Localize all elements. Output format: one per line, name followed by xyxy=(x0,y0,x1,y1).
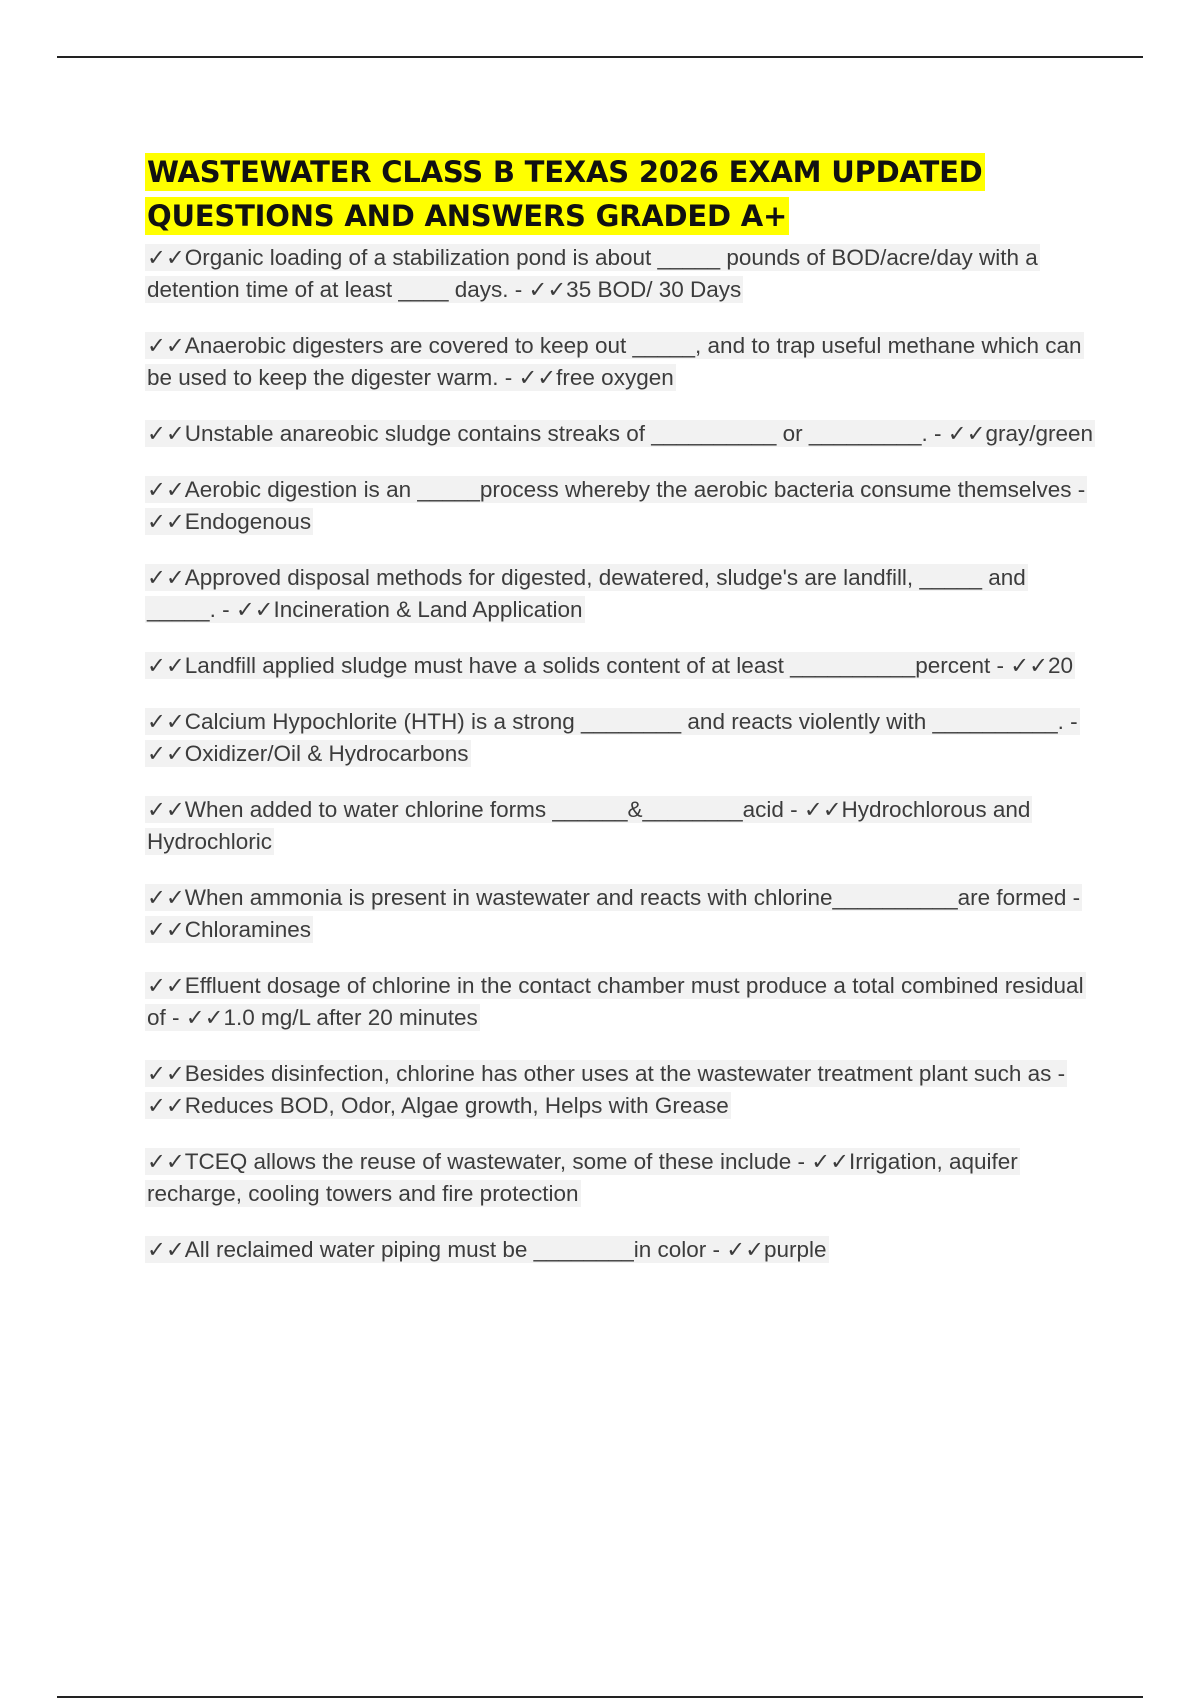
qa-text: ✓✓Landfill applied sludge must have a solids content of at least __________percent - ✓✓20 xyxy=(147,653,1073,678)
qa-text: ✓✓Calcium Hypochlorite (HTH) is a strong ________ and reacts violently with __________. - ✓✓Oxidizer/Oil & Hydrocarbons xyxy=(147,709,1078,766)
qa-item xyxy=(145,1058,1095,1122)
bottom-rule xyxy=(57,1696,1143,1698)
qa-item xyxy=(145,882,1095,946)
qa-item xyxy=(145,970,1095,1034)
document-title xyxy=(145,150,1095,238)
top-rule xyxy=(57,56,1143,58)
qa-item xyxy=(145,794,1095,858)
qa-text: ✓✓When ammonia is present in wastewater and reacts with chlorine__________are formed - ✓✓Chloramines xyxy=(147,885,1081,942)
title-highlight: WASTEWATER CLASS B TEXAS 2026 EXAM UPDATED QUESTIONS AND ANSWERS GRADED A+ xyxy=(147,155,983,233)
document-body xyxy=(145,150,1095,1290)
qa-item xyxy=(145,1146,1095,1210)
qa-item xyxy=(145,1234,1095,1266)
qa-list xyxy=(145,242,1095,1266)
qa-item xyxy=(145,562,1095,626)
qa-text: ✓✓Approved disposal methods for digested, dewatered, sludge's are landfill, _____ and _____. - ✓✓Incineration & Land Application xyxy=(147,565,1026,622)
qa-text: ✓✓Anaerobic digesters are covered to keep out _____, and to trap useful methane which can be used to keep the digester warm. - ✓✓free oxygen xyxy=(147,333,1082,390)
qa-item xyxy=(145,474,1095,538)
qa-text: ✓✓TCEQ allows the reuse of wastewater, some of these include - ✓✓Irrigation, aquifer recharge, cooling towers and fire protection xyxy=(147,1149,1018,1206)
qa-item xyxy=(145,418,1095,450)
qa-text: ✓✓Effluent dosage of chlorine in the contact chamber must produce a total combined residual of - ✓✓1.0 mg/L after 20 minutes xyxy=(147,973,1084,1030)
qa-item xyxy=(145,706,1095,770)
qa-text: ✓✓Organic loading of a stabilization pond is about _____ pounds of BOD/acre/day with a detention time of at least ____ days. - ✓✓35 BOD/ 30 Days xyxy=(147,245,1038,302)
qa-text: ✓✓Unstable anareobic sludge contains streaks of __________ or _________. - ✓✓gray/green xyxy=(147,421,1094,446)
qa-item xyxy=(145,650,1095,682)
qa-text: ✓✓Aerobic digestion is an _____process whereby the aerobic bacteria consume themselves - ✓✓Endogenous xyxy=(147,477,1086,534)
qa-item xyxy=(145,242,1095,306)
qa-item xyxy=(145,330,1095,394)
qa-text: ✓✓When added to water chlorine forms ______&________acid - ✓✓Hydrochlorous and Hydrochloric xyxy=(147,797,1031,854)
qa-text: ✓✓Besides disinfection, chlorine has other uses at the wastewater treatment plant such as - ✓✓Reduces BOD, Odor, Algae growth, Helps with Grease xyxy=(147,1061,1066,1118)
qa-text: ✓✓All reclaimed water piping must be ________in color - ✓✓purple xyxy=(147,1237,827,1262)
